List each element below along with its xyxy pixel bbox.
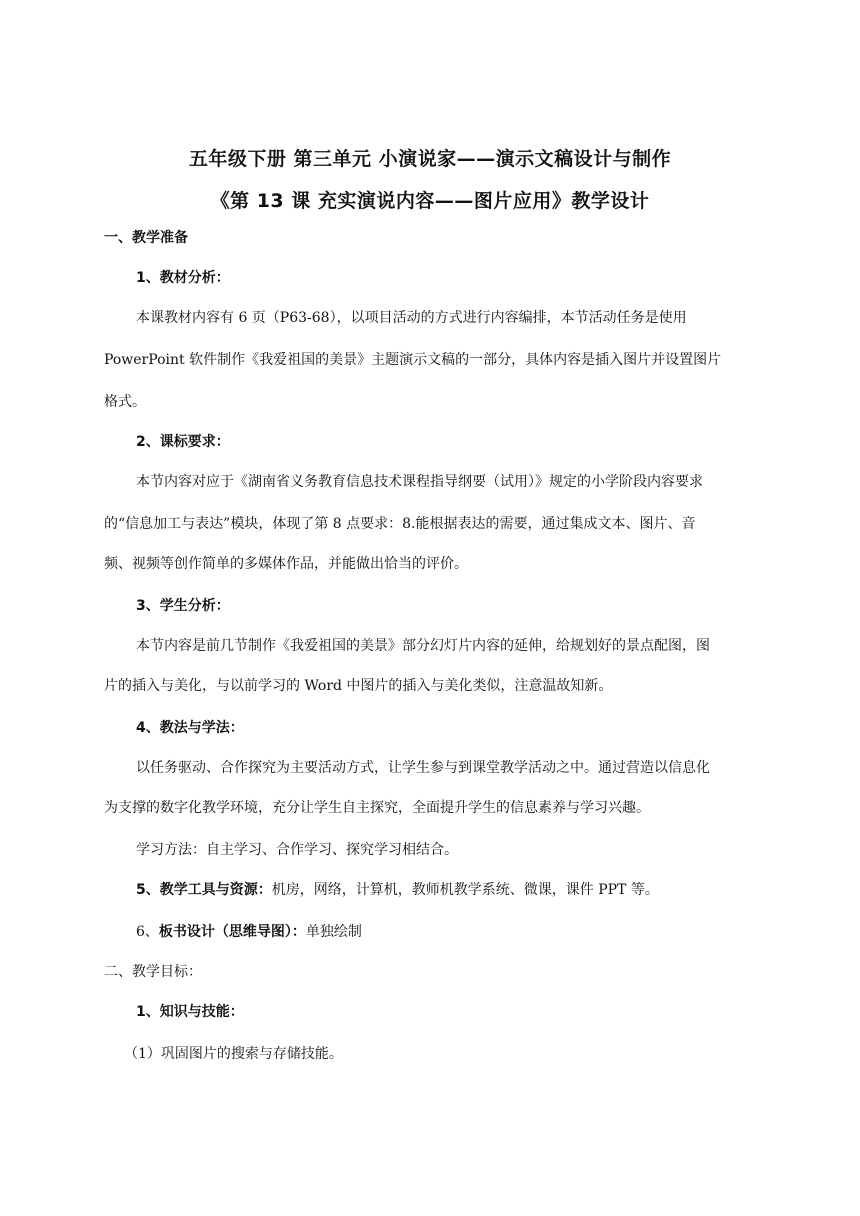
s1-3-line2: 片的插入与美化，与以前学习的 Word 中图片的插入与美化类似，注意温故知新。 (104, 678, 613, 694)
s1-6-row (136, 922, 796, 942)
s1-4-line2: 为支撑的数字化教学环境，充分让学生自主探究，全面提升学生的信息素养与学习兴趣。 (104, 800, 650, 816)
s1-2-heading: 2、课标要求： (136, 434, 230, 450)
s2-1-item1: （1）巩固图片的搜索与存储技能。 (124, 1046, 343, 1062)
s1-2-line2: 的“信息加工与表达”模块，体现了第 8 点要求：8.能根据表达的需要，通过集成文本、图片、音 (104, 516, 696, 532)
s1-5-heading: 5、教学工具与资源： (136, 882, 272, 898)
s2-1-heading: 1、知识与技能： (136, 1004, 244, 1020)
s1-1-line3: 格式。 (104, 394, 146, 410)
s1-2-line3: 频、视频等创作简单的多媒体作品，并能做出恰当的评价。 (104, 556, 468, 572)
s1-4-heading: 4、教法与学法： (136, 720, 244, 736)
s1-1-line2: PowerPoint 软件制作《我爱祖国的美景》主题演示文稿的一部分，具体内容是插入图片并设置图片 (104, 352, 722, 368)
section1-heading: 一、教学准备 (104, 230, 188, 246)
s1-6-prefix: 6、 (136, 924, 159, 940)
s1-5-text: 机房，网络，计算机，教师机教学系统、微课，课件 PPT 等。 (271, 882, 659, 898)
s1-4-line3: 学习方法：自主学习、合作学习、探究学习相结合。 (136, 842, 458, 858)
s1-1-line1: 本课教材内容有 6 页（P63-68），以项目活动的方式进行内容编排，本节活动任务是使用 (136, 310, 687, 326)
s1-6-text: 单独绘制 (305, 924, 362, 940)
s1-3-line1: 本节内容是前几节制作《我爱祖国的美景》部分幻灯片内容的延伸，给规划好的景点配图，图 (136, 638, 710, 654)
s1-4-line1: 以任务驱动、合作探究为主要活动方式，让学生参与到课堂教学活动之中。通过营造以信息化 (136, 760, 710, 776)
s1-1-heading: 1、教材分析： (136, 270, 230, 286)
s1-6-heading: 板书设计（思维导图）： (158, 924, 306, 940)
s1-2-line1: 本节内容对应于《湖南省义务教育信息技术课程指导纲要（试用）》规定的小学阶段内容要求 (136, 474, 703, 490)
section2-heading: 二、教学目标： (104, 964, 202, 980)
s1-5-row (136, 880, 796, 900)
s1-3-heading: 3、学生分析： (136, 598, 230, 614)
document-title-line2: 《第 13 课 充实演说内容——图片应用》教学设计 (210, 190, 650, 212)
document-title-line1: 五年级下册 第三单元 小演说家——演示文稿设计与制作 (188, 148, 672, 170)
